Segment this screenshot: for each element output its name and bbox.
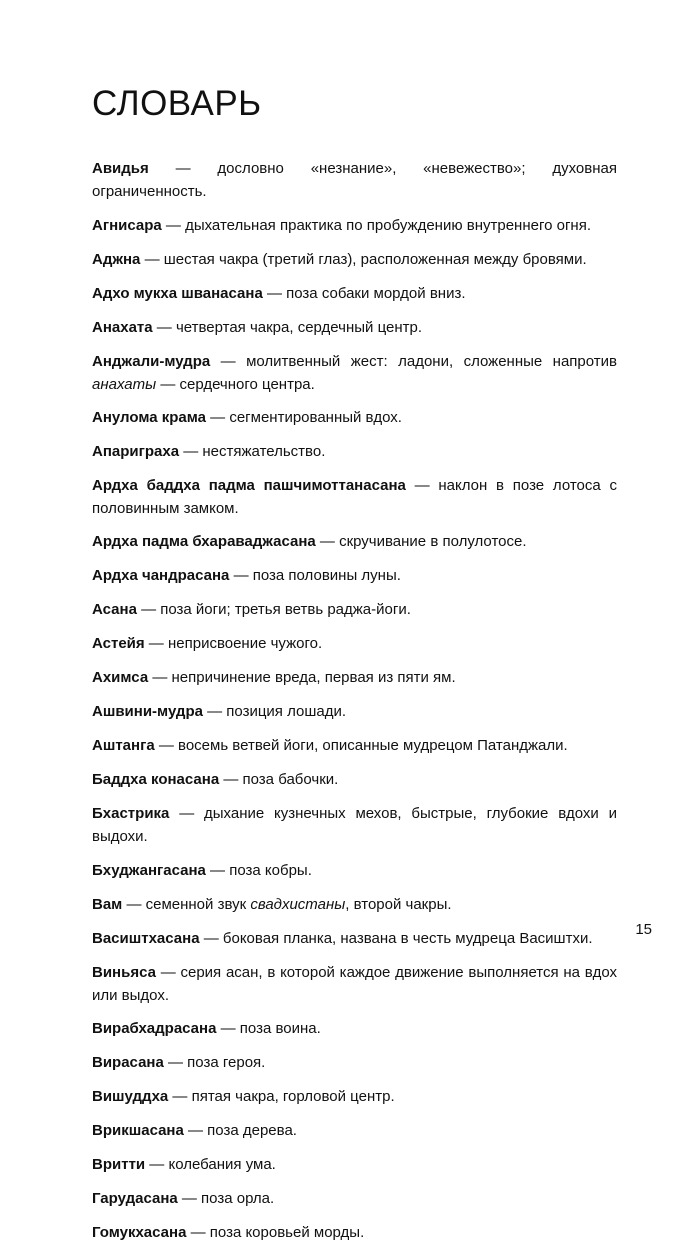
entry-definition: — боковая планка, названа в честь мудреца Васиштхи. <box>199 930 593 947</box>
entry-definition-emphasis: анахаты <box>92 376 157 393</box>
entry-term: Аштанга <box>92 737 155 754</box>
entry-definition: — молитвенный жест: ладони, сложенные напротив <box>210 353 617 370</box>
glossary-entry <box>92 1051 617 1074</box>
entry-term: Ардха чандрасана <box>92 567 230 584</box>
glossary-entry <box>92 564 617 587</box>
glossary-entry <box>92 927 617 950</box>
entry-definition: — поза коровьей морды. <box>186 1224 365 1241</box>
glossary-entry <box>92 598 617 621</box>
entry-definition: — поза воина. <box>216 1020 321 1037</box>
entry-term: Авидья <box>92 160 149 177</box>
glossary-entry <box>92 893 617 916</box>
glossary-list <box>92 157 617 1255</box>
glossary-entry <box>92 1017 617 1040</box>
entry-definition-continued: , второй чакры. <box>345 896 452 913</box>
entry-term: Вишуддха <box>92 1088 169 1105</box>
entry-term: Гомукхасана <box>92 1224 187 1241</box>
entry-term: Ардха падма бхараваджасана <box>92 533 316 550</box>
entry-term: Врикшасана <box>92 1122 184 1139</box>
entry-definition: — сегментированный вдох. <box>206 409 402 426</box>
entry-definition: — поза орла. <box>177 1190 275 1207</box>
glossary-entry <box>92 282 617 305</box>
glossary-entry <box>92 1221 617 1244</box>
entry-definition-continued: — сердечного центра. <box>156 376 315 393</box>
entry-term: Баддха конасана <box>92 771 220 788</box>
entry-definition: — семенной звук <box>122 896 251 913</box>
entry-term: Асана <box>92 601 137 618</box>
entry-definition: — нестяжательство. <box>179 443 326 460</box>
entry-definition: — колебания ума. <box>145 1156 276 1173</box>
glossary-entry <box>92 316 617 339</box>
glossary-entry <box>92 1187 617 1210</box>
page-title: СЛОВАРЬ <box>92 84 262 123</box>
entry-definition: — дыхание кузнечных мехов, быстрые, глубокие вдохи и выдохи. <box>92 805 617 845</box>
glossary-entry <box>92 961 617 1007</box>
glossary-entry <box>92 632 617 655</box>
entry-term: Анулома крама <box>92 409 206 426</box>
entry-definition: — поза собаки мордой вниз. <box>262 285 466 302</box>
entry-term: Бхуджангасана <box>92 862 206 879</box>
entry-term: Гарудасана <box>92 1190 178 1207</box>
entry-term: Ахимса <box>92 669 149 686</box>
glossary-entry <box>92 700 617 723</box>
entry-definition: — поза половины луны. <box>229 567 401 584</box>
glossary-entry <box>92 350 617 396</box>
entry-term: Анджали-мудра <box>92 353 211 370</box>
entry-term: Виньяса <box>92 964 156 981</box>
glossary-entry <box>92 802 617 848</box>
entry-definition: — поза бабочки. <box>219 771 339 788</box>
entry-term: Ашвини-мудра <box>92 703 203 720</box>
entry-definition: — серия асан, в которой каждое движение выполняется на вдох или выдох. <box>92 964 617 1004</box>
entry-definition: — пятая чакра, горловой центр. <box>168 1088 395 1105</box>
glossary-entry <box>92 214 617 237</box>
entry-term: Ардха баддха падма пашчимоттанасана <box>92 477 406 494</box>
glossary-entry <box>92 248 617 271</box>
entry-definition: — поза дерева. <box>183 1122 297 1139</box>
entry-definition: — непричинение вреда, первая из пяти ям. <box>148 669 456 686</box>
glossary-entry <box>92 1153 617 1176</box>
glossary-entry <box>92 768 617 791</box>
entry-term: Астейя <box>92 635 145 652</box>
entry-definition: — поза героя. <box>163 1054 266 1071</box>
glossary-entry <box>92 440 617 463</box>
glossary-entry <box>92 406 617 429</box>
entry-definition-emphasis: свадхистаны <box>250 896 346 913</box>
glossary-entry <box>92 474 617 520</box>
entry-term: Апариграха <box>92 443 180 460</box>
entry-term: Анахата <box>92 319 153 336</box>
glossary-entry <box>92 157 617 203</box>
entry-definition: — поза йоги; третья ветвь раджа-йоги. <box>136 601 411 618</box>
entry-definition: — шестая чакра (третий глаз), расположенная между бровями. <box>140 251 587 268</box>
entry-term: Вирабхадрасана <box>92 1020 217 1037</box>
entry-term: Вритти <box>92 1156 146 1173</box>
entry-definition: — скручивание в полулотосе. <box>315 533 527 550</box>
entry-definition: — неприсвоение чужого. <box>144 635 323 652</box>
entry-definition: — дыхательная практика по пробуждению внутреннего огня. <box>161 217 591 234</box>
entry-definition: — поза кобры. <box>205 862 312 879</box>
glossary-entry <box>92 666 617 689</box>
glossary-entry <box>92 734 617 757</box>
glossary-entry <box>92 1085 617 1108</box>
glossary-entry <box>92 859 617 882</box>
glossary-entry <box>92 530 617 553</box>
entry-definition: — восемь ветвей йоги, описанные мудрецом Патанджали. <box>154 737 568 754</box>
entry-definition: — дословно «незнание», «невежество»; духовная ограниченность. <box>92 160 617 200</box>
entry-term: Васиштхасана <box>92 930 200 947</box>
entry-term: Аджна <box>92 251 141 268</box>
entry-term: Вирасана <box>92 1054 164 1071</box>
entry-term: Адхо мукха шванасана <box>92 285 263 302</box>
entry-definition: — четвертая чакра, сердечный центр. <box>152 319 422 336</box>
page-number: 15 <box>635 921 652 938</box>
entry-term: Вам <box>92 896 123 913</box>
entry-term: Агнисара <box>92 217 162 234</box>
entry-definition: — позиция лошади. <box>202 703 347 720</box>
entry-term: Бхастрика <box>92 805 170 822</box>
entry-definition: — наклон в позе лотоса с половинным замком. <box>92 477 617 517</box>
glossary-entry <box>92 1119 617 1142</box>
